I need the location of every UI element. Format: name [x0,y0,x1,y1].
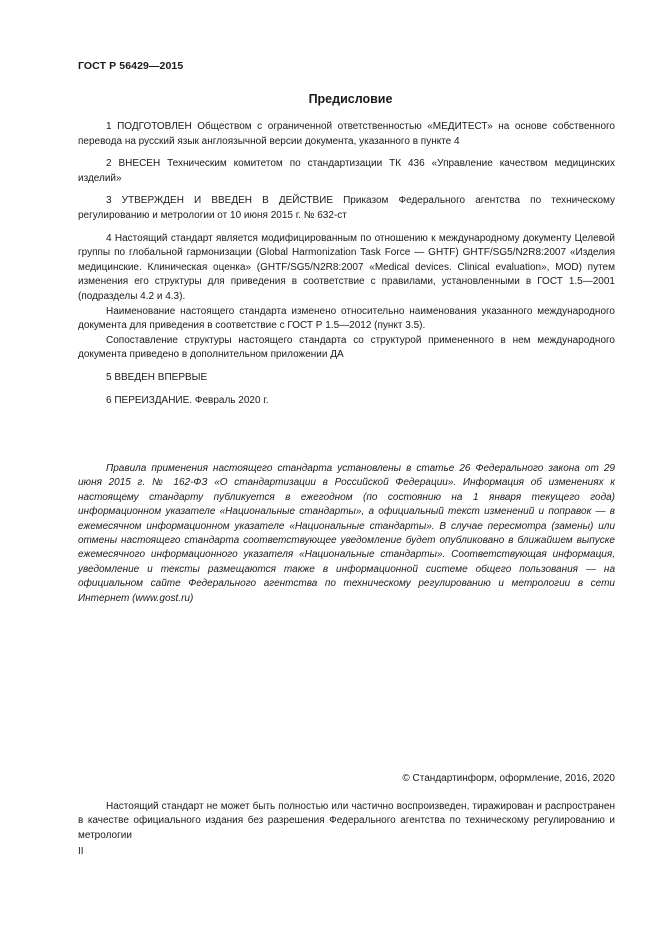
foreword-item-1: 1 ПОДГОТОВЛЕН Обществом с ограниченной ответственностью «МЕДИТЕСТ» на основе собственного перевода на русский язык англоязычной версии документа, указанного в пункте 4 [78,121,615,147]
foreword-item-4-name-note: Наименование настоящего стандарта изменено относительно наименования указанного международного документа для приведения в соответствие с ГОСТ Р 1.5—2012 (пункт 3.5). [78,305,615,332]
foreword-item-6: 6 ПЕРЕИЗДАНИЕ. Февраль 2020 г. [106,394,269,406]
rules-notice-block [78,462,615,606]
page-number: II [78,846,84,857]
copyright-line: © Стандартинформ, оформление, 2016, 2020 [402,773,615,784]
foreword-item-2: 2 ВНЕСЕН Техническим комитетом по стандартизации ТК 436 «Управление качеством медицинских изделий» [78,158,615,184]
foreword-item-3: 3 УТВЕРЖДЕН И ВВЕДЕН В ДЕЙСТВИЕ Приказом Федерального агентства по техническому регулированию и метрологии от 10 июня 2015 г. № 632-ст [78,195,615,221]
page-title: Предисловие [308,92,393,106]
foreword-item-4: 4 Настоящий стандарт является модифицированным по отношению к международному документу Целевой группы по глобальной гармонизации (Global Harmonization Task Force — GHTF) GHTF/SG5/N2R8:2007 «Изделия медицинские. Клиническая оценка» (GHTF/SG5/N2R8:2007 «Medical devices. Clinical evaluation», MOD) путем изменения его структуры для приведения в соответствие с правилами, установленными в ГОСТ 1.5—2001 (подразделы 4.2 и 4.3). [78,232,615,302]
foreword-body [78,120,615,408]
reproduction-notice-block [78,800,615,843]
foreword-item-4-structure-note: Сопоставление структуры настоящего стандарта со структурой примененного в нем международного документа приведено в дополнительном приложении ДА [78,334,615,361]
standard-code: ГОСТ Р 56429—2015 [78,60,184,72]
rules-notice: Правила применения настоящего стандарта установлены в статье 26 Федерального закона от 29 июня 2015 г. № 162-ФЗ «О стандартизации в Российской Федерации». Информация об изменениях к настоящему стандарту публикуется в ежегодном (по состоянию на 1 января текущего года) информационном указателе «Национальные стандарты», а официальный текст изменений и поправок — в ежемесячном информационном указателе «Национальные стандарты». В случае пересмотра (замены) или отмены настоящего стандарта соответствующее уведомление будет опубликовано в ближайшем выпуске ежемесячного информационного указателя «Национальные стандарты». Соответствующая информация, уведомление и тексты размещаются также в информационной системе общего пользования — на официальном сайте Федерального агентства по техническому регулированию и метрологии в сети Интернет (www.gost.ru) [78,463,615,604]
reproduction-notice: Настоящий стандарт не может быть полностью или частично воспроизведен, тиражирован и распространен в качестве официального издания без разрешения Федерального агентства по техническому регулированию и метрологии [78,801,615,841]
foreword-item-5: 5 ВВЕДЕН ВПЕРВЫЕ [106,371,208,383]
